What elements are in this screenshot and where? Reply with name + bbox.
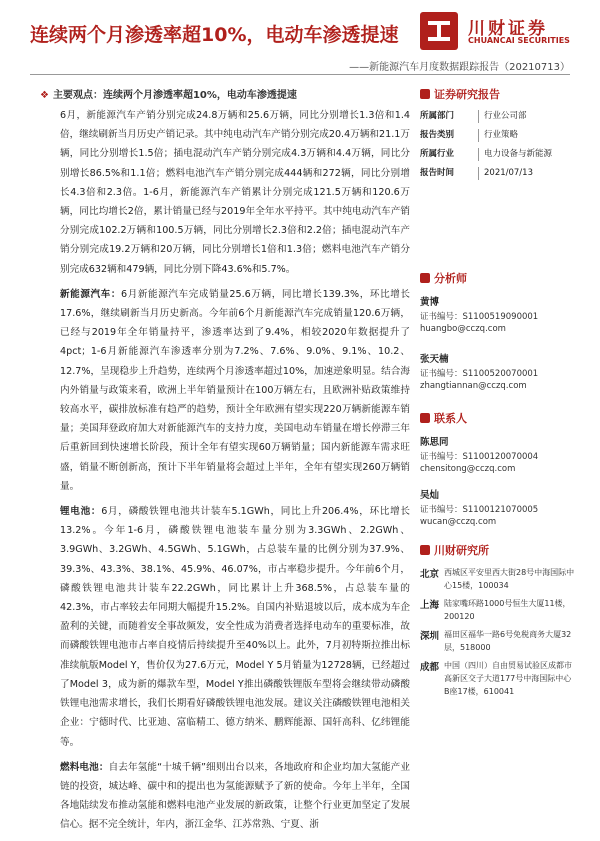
section-square-icon [420, 413, 430, 423]
office-address: 上海 陆家嘴环路1000号恒生大厦11楼，200120 [420, 599, 571, 621]
contact-cert: 证书编号：S1100120070004 [420, 452, 539, 462]
analyst-card [420, 351, 575, 392]
section-title-institute: 川财研究所 [420, 542, 575, 558]
info-row: 报告时间 2021/07/13 [420, 168, 533, 178]
contact-card [420, 487, 575, 528]
sidebar [420, 86, 575, 703]
section-title-contact: 联系人 [420, 410, 575, 426]
section-square-icon [420, 89, 430, 99]
paragraph-text: 6月，磷酸铁锂电池共计装车5.1GWh，同比上升206.4%，环比增长13.2%。今年1-6月，磷酸铁锂电池装车量分别为3.3GWh、2.2GWh、3.9GWh、3.2GWh、4.5GWh、5.1GWh，占总装车量的比例分别为37.9%、39.3%、43.3%、38.1%、45.9%、46.07%，市占率稳步提升。今年前6个月，磷酸铁锂电池共计装车22.2GWh，同比累计上升368.5%，占总装车量的42.3%，市占率较去年同期大幅提升15.2%。自国内补贴退坡以后，成本成为车企盈利的关键，而随着安全事故频发，安全性成为消费者选择电动车的重要标准，故而磷酸铁锂电池市占率自疫情后持续提升至40%以上。此外，7月初特斯拉推出标准续航版Model Y，售价仅为27.6万元，Model Y 5月销量为12728辆，已经超过了Model 3，成为新的爆款车型，Model Y推出磷酸铁锂版车型将会继续带动磷酸铁锂电池需求增长，我们长期看好磷酸铁锂电池发展。建议关注磷酸铁锂电池相关企业：宁德时代、比亚迪、富临精工、德方纳米、鹏辉能源、国轩高科、亿纬锂能等。 [60, 506, 410, 748]
contact-card [420, 434, 575, 475]
section-square-icon [420, 545, 430, 555]
info-row: 所属部门 行业公司部 [420, 111, 527, 121]
section-title-analyst: 分析师 [420, 270, 575, 286]
paragraph-heading: 燃料电池： [60, 761, 109, 773]
info-row: 所属行业 电力设备与新能源 [420, 149, 553, 159]
analyst-email[interactable]: zhangtiannan@cczq.com [420, 381, 527, 391]
logo-text-cn: 川财证券 [468, 19, 548, 39]
info-row: 报告类别 行业策略 [420, 130, 519, 140]
key-view-text: 主要观点：连续两个月渗透率超10%，电动车渗透提速 [52, 90, 297, 101]
contact-name: 陈思同 [420, 437, 449, 448]
analyst-cert: 证书编号：S1100519090001 [420, 312, 539, 322]
paragraph-text: 6月，新能源汽车产销分别完成24.8万辆和25.6万辆，同比分别增长1.3倍和1.4倍，继续刷新当月历史产销记录。其中纯电动汽车产销分别完成20.4万辆和21.1万辆，同比分别增长1.5倍；插电混动汽车产销分别完成4.3万辆和4.4万辆，同比分别增长86.5%和1.1倍；燃料电池汽车产销分别完成444辆和272辆，同比分别增长4.3倍和2.3倍。1-6月，新能源汽车产销累计分别完成121.5万辆和120.6万辆，同比均增长2倍，累计销量已经与2019年全年水平持平。其中纯电动汽车产销分别完成102.2万辆和100.5万辆，同比分别增长2.3倍和2.2倍；插电混动汽车产销分别完成19.2万辆和20万辆，同比分别增长1倍和1.3倍；燃料电池汽车产销分别完成632辆和479辆，同比分别下降43.6%和5.7%。 [60, 110, 410, 275]
company-logo [420, 12, 570, 50]
paragraph-summary [60, 106, 410, 279]
paragraph-text: 自去年氢能“十城千辆”细则出台以来，各地政府和企业均加大氢能产业链的投资，城达峰、碳中和的提出也为氢能源赋予了新的使命。今年上半年，全国各地陆续发布推动氢能和燃料电池产业发展的新政策，让整个行业更加坚定了发展信心。据不完全统计，年内，浙江金华、江苏常熟、宁夏、浙 [60, 761, 410, 831]
paragraph-heading: 锂电池： [60, 506, 102, 518]
contact-email[interactable]: chensitong@cczq.com [420, 464, 516, 474]
paragraph-text: 6月新能源汽车完成销量25.6万辆，同比增长139.3%，环比增长17.6%，继续刷新当月历史新高。今年前6个月新能源汽车完成销量120.6万辆，已经与2019年全年销量持平，渗透率达到了9.4%，相较2020年数据提升了4pct；1-6月新能源汽车渗透率分别为7.2%、7.6%、9.0%、9.1%、10.2、12.7%，呈现稳步上升趋势，连续两个月渗透率超过10%，加速逆象明显。结合海内外销量与政策来看，欧洲上半年销量预计在100万辆左右，且欧洲补贴政策维持较高水平，碳排放标准有趋严的趋势，预计全年欧洲有望实现220万辆新能源车销量；美国拜登政府加大对新能源汽车的支持力度，美国电动车销量在增长停滞三年后重新回到快速增长阶段，预计全年有望实现60万辆销量；国内新能源车需求旺盛，销量不断创新高，预计下半年销量将会超过上半年，全年有望实现260万辆销量。 [60, 288, 411, 492]
contact-name: 吴灿 [420, 490, 440, 501]
logo-mark-icon [420, 12, 458, 50]
paragraph-lithium [60, 502, 410, 752]
office-address: 深圳 福田区福华一路6号免税商务大厦32层，518000 [420, 630, 572, 652]
analyst-email[interactable]: huangbo@cczq.com [420, 324, 506, 334]
section-title-report: 证券研究报告 [420, 86, 575, 102]
contact-cert: 证书编号：S1100121070005 [420, 505, 539, 515]
report-subtitle: ——新能源汽车月度数据跟踪报告（20210713） [349, 62, 570, 73]
paragraph-fuelcell [60, 758, 410, 835]
section-square-icon [420, 273, 430, 283]
analyst-name: 黄博 [420, 297, 440, 308]
report-title: 连续两个月渗透率超10%，电动车渗透提速 [30, 24, 399, 46]
header-divider [30, 74, 570, 75]
logo-text-en: CHUANCAI SECURITIES [468, 36, 570, 45]
main-body [60, 106, 410, 841]
paragraph-heading: 新能源汽车： [60, 288, 122, 300]
paragraph-nev [60, 285, 410, 496]
analyst-cert: 证书编号：S1100520070001 [420, 369, 539, 379]
analyst-name: 张天楠 [420, 354, 449, 365]
diamond-bullet-icon: ❖ [40, 90, 49, 101]
analyst-card [420, 294, 575, 335]
contact-email[interactable]: wucan@cczq.com [420, 517, 497, 527]
office-address: 成都 中国（四川）自由贸易试验区成都市高新区交子大道177号中海国际中心B座17楼，610041 [420, 661, 572, 696]
key-view [40, 86, 297, 101]
office-address: 北京 西城区平安里西大街28号中海国际中心15楼，100034 [420, 568, 575, 590]
